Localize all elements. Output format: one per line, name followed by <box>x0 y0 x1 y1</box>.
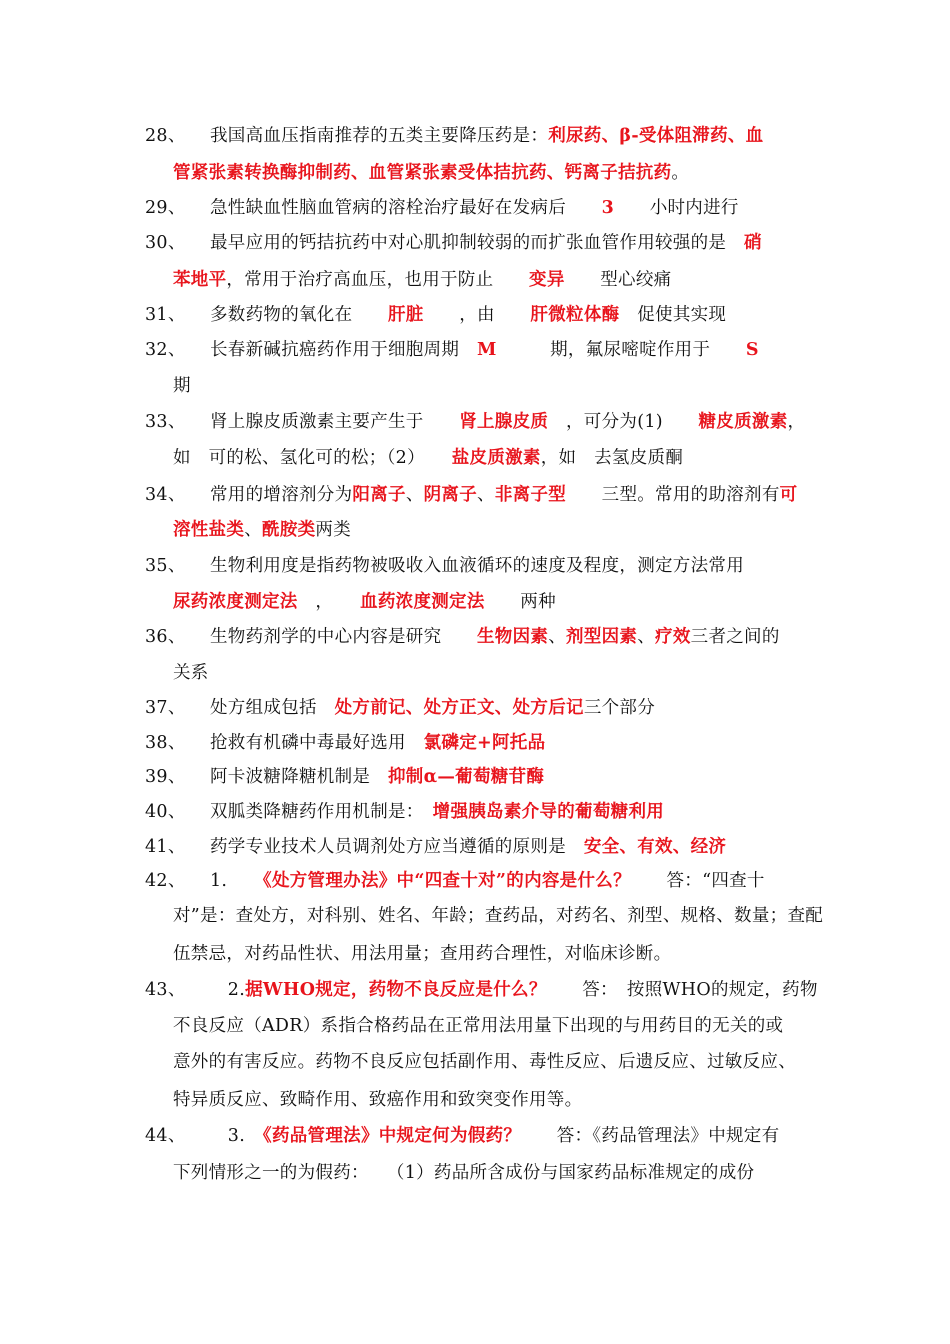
item-text <box>210 794 664 830</box>
question-text: 下列情形之一的为假药： （1）药品所含成份与国家药品标准规定的成份 <box>173 1163 755 1183</box>
item-number: 30、 <box>145 233 186 253</box>
question-text: 伍禁忌，对药品性状、用法用量；查用药合理性，对临床诊断。 <box>173 944 672 964</box>
answer-text: 变异 <box>529 270 565 290</box>
item-text <box>173 1008 783 1044</box>
answer-text: 利尿药、β-受体阻滞药、血 <box>548 126 764 146</box>
answer-text: 盐皮质激素 <box>451 448 541 468</box>
item-text <box>173 655 209 691</box>
question-text: 处方组成包括 <box>210 698 335 718</box>
question-text: 1. <box>210 871 263 891</box>
question-text: 双胍类降糖药作用机制是： <box>210 802 433 822</box>
list-item <box>0 863 950 899</box>
question-text: 三型。常用的助溶剂有 <box>566 485 780 505</box>
answer-text: 溶性盐类 <box>173 520 245 540</box>
item-number: 44、 <box>145 1126 186 1146</box>
answer-text: 《药品管理法》中规定何为假药？ <box>262 1126 522 1146</box>
answer-text: 酰胺类 <box>262 520 316 540</box>
answer-text: M <box>477 340 497 360</box>
answer-text: S <box>745 340 759 360</box>
answer-text: 管紧张素转换酶抑制药、血管紧张素受体拮抗药、钙离子拮抗药 <box>173 163 672 183</box>
list-item <box>0 794 950 830</box>
question-text: 两种 <box>484 592 556 612</box>
answer-text: 《处方管理办法》中“四查十对”的内容是什么？ <box>262 871 631 891</box>
list-item-continuation <box>0 898 950 934</box>
item-number: 34、 <box>145 485 186 505</box>
list-item <box>0 759 950 795</box>
list-item <box>0 190 950 226</box>
list-item-continuation <box>0 1044 950 1080</box>
list-item-continuation <box>0 1008 950 1044</box>
question-text: 、 <box>477 485 495 505</box>
item-text <box>210 863 765 899</box>
question-text: 特异质反应、致畸作用、致癌作用和致突变作用等。 <box>173 1090 583 1110</box>
question-text: 阿卡波糖降糖机制是 <box>210 767 388 787</box>
list-item <box>0 225 950 261</box>
list-item-continuation <box>0 262 950 298</box>
list-item-continuation <box>0 512 950 548</box>
question-text: 如 可的松、氢化可的松；（2） <box>173 448 452 468</box>
list-item <box>0 477 950 513</box>
list-item-continuation <box>0 368 950 404</box>
item-text <box>210 829 726 865</box>
answer-text: 血药浓度测定法 <box>360 592 485 612</box>
answer-text: 苯地平 <box>173 270 227 290</box>
item-text <box>173 1044 796 1080</box>
item-text <box>173 262 671 298</box>
answer-text: 糖皮质激素 <box>698 412 788 432</box>
question-text: ，如 去氢皮质酮 <box>540 448 684 468</box>
question-text: 药学专业技术人员调剂处方应当遵循的原则是 <box>210 837 584 857</box>
question-text: 小时内进行 <box>614 198 739 218</box>
item-number: 32、 <box>145 340 186 360</box>
item-text <box>210 619 780 655</box>
answer-text: 肝脏 <box>388 305 424 325</box>
list-item-continuation <box>0 936 950 972</box>
item-text <box>210 118 764 154</box>
answer-text: 生物因素 <box>477 627 549 647</box>
list-item-continuation <box>0 440 950 476</box>
item-text <box>210 225 762 261</box>
item-number: 29、 <box>145 198 186 218</box>
item-text <box>210 404 805 440</box>
question-text: 长春新碱抗癌药作用于细胞周期 <box>210 340 477 360</box>
item-text <box>173 368 191 404</box>
item-text <box>210 332 759 368</box>
list-item <box>0 690 950 726</box>
question-text: 促使其实现 <box>619 305 727 325</box>
question-text: ， <box>297 592 361 612</box>
answer-text: 3 <box>601 198 615 218</box>
item-text <box>210 548 744 584</box>
question-text: 期，氟尿嘧啶作用于 <box>496 340 746 360</box>
answer-text: 尿药浓度测定法 <box>173 592 298 612</box>
item-number: 39、 <box>145 767 186 787</box>
answer-text: 肾上腺皮质 <box>459 412 549 432</box>
question-text: ， <box>787 412 806 432</box>
question-text: 多数药物的氧化在 <box>210 305 388 325</box>
item-text <box>173 512 351 548</box>
item-text <box>173 155 689 191</box>
answer-text: 硝 <box>744 233 762 253</box>
question-text: 生物利用度是指药物被吸收入血液循环的速度及程度，测定方法常用 <box>210 556 744 576</box>
answer-text: 肝微粒体酶 <box>530 305 620 325</box>
list-item <box>0 404 950 440</box>
item-number: 31、 <box>145 305 186 325</box>
question-text: 急性缺血性脑血管病的溶栓治疗最好在发病后 <box>210 198 602 218</box>
item-number: 35、 <box>145 556 186 576</box>
question-text: 2. <box>210 980 246 1000</box>
question-text: ，由 <box>423 305 531 325</box>
answer-text: 处方前记、处方正文、处方后记 <box>334 698 584 718</box>
question-text: 3. <box>210 1126 263 1146</box>
list-item-continuation <box>0 584 950 620</box>
item-number: 38、 <box>145 733 186 753</box>
answer-text: 安全、有效、经济 <box>583 837 727 857</box>
list-item-continuation <box>0 155 950 191</box>
item-text <box>173 1155 754 1191</box>
item-text <box>210 297 726 333</box>
list-item <box>0 548 950 584</box>
item-number: 36、 <box>145 627 186 647</box>
item-number: 43、 <box>145 980 186 1000</box>
item-number: 28、 <box>145 126 186 146</box>
question-text: ，可分为(1) <box>548 412 699 432</box>
question-text: 肾上腺皮质激素主要产生于 <box>210 412 460 432</box>
question-text: 两类 <box>315 520 352 540</box>
answer-text: 可 <box>779 485 798 505</box>
list-item <box>0 118 950 154</box>
question-text: 意外的有害反应。药物不良反应包括副作用、毒性反应、后遗反应、过敏反应、 <box>173 1052 796 1072</box>
list-item <box>0 829 950 865</box>
item-text <box>173 898 823 934</box>
answer-text: 增强胰岛素介导的葡萄糖利用 <box>432 802 665 822</box>
list-item-continuation <box>0 1155 950 1191</box>
question-text: 型心绞痛 <box>564 270 672 290</box>
item-text <box>173 936 671 972</box>
item-text <box>173 440 683 476</box>
list-item <box>0 725 950 761</box>
question-text: 最早应用的钙拮抗药中对心肌抑制较弱的而扩张血管作用较强的是 <box>210 233 744 253</box>
list-item-continuation <box>0 655 950 691</box>
question-text: 、 <box>548 627 567 647</box>
question-text: ，常用于治疗高血压，也用于防止 <box>226 270 530 290</box>
question-text: 不良反应（ADR）系指合格药品在正常用法用量下出现的与用药目的无关的或 <box>173 1016 784 1036</box>
list-item-continuation <box>0 1082 950 1118</box>
question-text: 三者之间的 <box>690 627 780 647</box>
question-text: 、 <box>244 520 263 540</box>
question-text: 答：“四查十 <box>630 871 765 891</box>
item-text <box>210 972 818 1008</box>
answer-text: 阳离子 <box>352 485 406 505</box>
question-text: 抢救有机磷中毒最好选用 <box>210 733 424 753</box>
item-text <box>210 477 797 513</box>
answer-text: 据WHO规定，药物不良反应是什么？ <box>245 980 547 1000</box>
question-text: 答：《药品管理法》中规定有 <box>521 1126 780 1146</box>
question-text: 答： 按照WHO的规定，药物 <box>546 980 818 1000</box>
answer-text: 阴离子 <box>423 485 478 505</box>
list-item <box>0 297 950 333</box>
question-text: 对”是：查处方，对科别、姓名、年龄；查药品，对药名、剂型、规格、数量；查配 <box>173 906 824 926</box>
question-text: 关系 <box>173 663 209 683</box>
item-text <box>210 725 545 761</box>
question-text: 我国高血压指南推荐的五类主要降压药是： <box>210 126 549 146</box>
question-text: 期 <box>173 376 191 396</box>
answer-text: 疗效 <box>655 627 691 647</box>
item-number: 40、 <box>145 802 186 822</box>
item-text <box>210 759 544 795</box>
item-number: 37、 <box>145 698 186 718</box>
question-text: 常用的增溶剂分为 <box>210 485 353 505</box>
answer-text: 抑制α—葡萄糖苷酶 <box>388 767 545 787</box>
item-number: 33、 <box>145 412 186 432</box>
question-text: 三个部分 <box>583 698 656 718</box>
answer-text: 非离子型 <box>494 485 567 505</box>
item-text <box>173 1082 582 1118</box>
item-text <box>210 690 655 726</box>
list-item <box>0 332 950 368</box>
list-item <box>0 972 950 1008</box>
item-number: 42、 <box>145 871 186 891</box>
question-text: 、 <box>637 627 656 647</box>
list-item <box>0 1118 950 1154</box>
item-number: 41、 <box>145 837 186 857</box>
question-text: 生物药剂学的中心内容是研究 <box>210 627 477 647</box>
item-text <box>173 584 556 620</box>
list-item <box>0 619 950 655</box>
answer-text: 剂型因素 <box>566 627 638 647</box>
item-text <box>210 190 739 226</box>
answer-text: 氯磷定+阿托品 <box>423 733 546 753</box>
question-text: 。 <box>671 163 690 183</box>
item-text <box>210 1118 779 1154</box>
question-text: 、 <box>405 485 424 505</box>
